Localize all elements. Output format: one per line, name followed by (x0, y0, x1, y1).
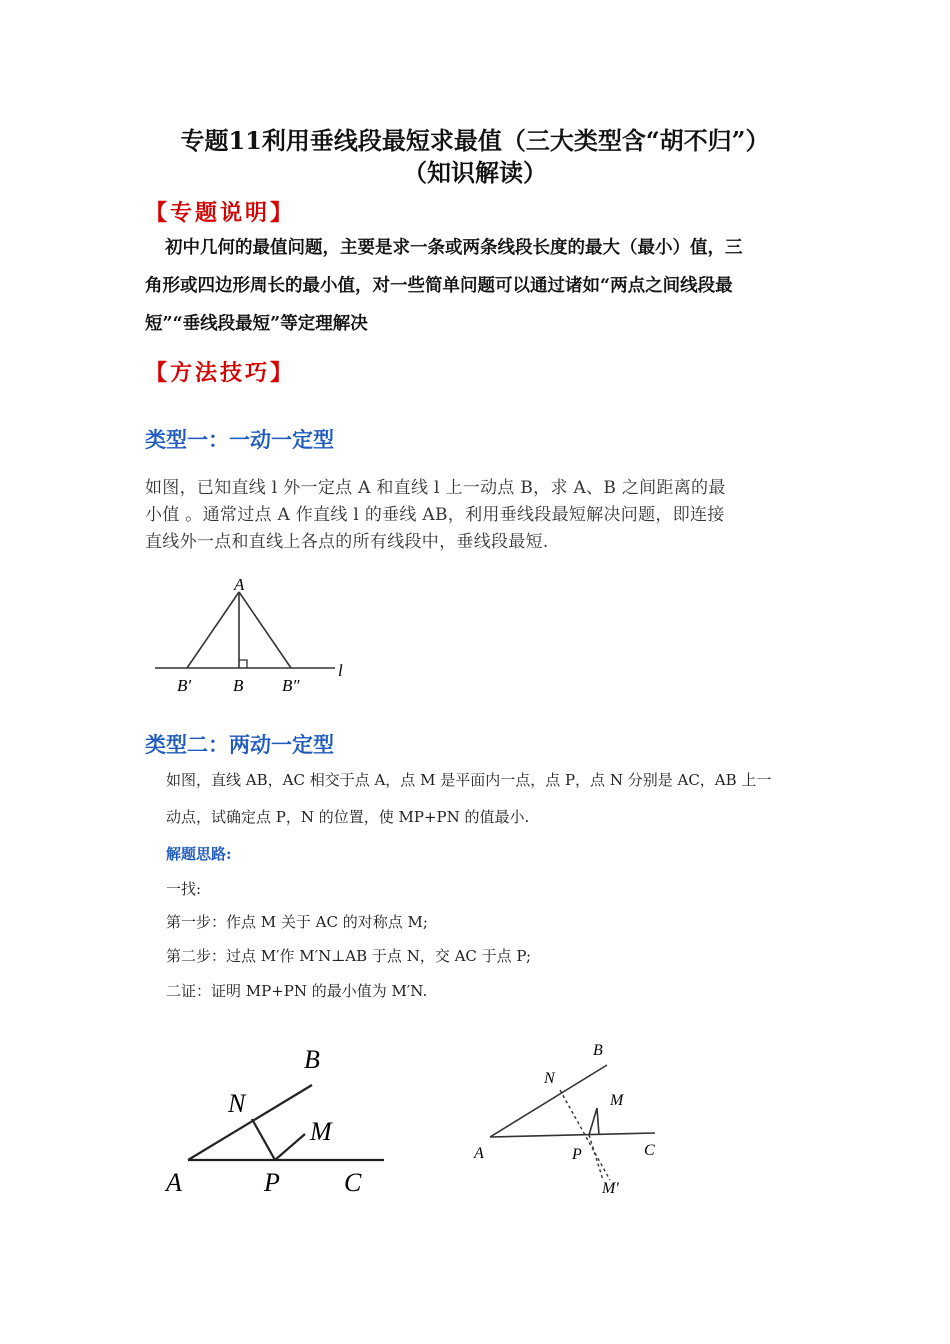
label-M: M (610, 1092, 624, 1109)
intro-line-2: 角形或四边形周长的最小值，对一些简单问题可以通过诸如“两点之间线段最 (145, 276, 733, 296)
solution-title: 解题思路: (166, 845, 232, 863)
label-A: A (166, 1168, 182, 1197)
label-M: M (310, 1117, 332, 1146)
step-find: 一找: (166, 880, 202, 898)
label-B-prime: B′ (177, 676, 192, 695)
type1-figure (145, 570, 365, 700)
label-B: B (593, 1042, 603, 1059)
section-heading-explain: 【专题说明】 (145, 200, 296, 226)
type2-line-2: 动点，试确定点 P，N 的位置，使 MP+PN 的值最小. (166, 808, 530, 826)
type1-line-2: 小值 。通常过点 A 作直线 l 的垂线 AB，利用垂线段最短解决问题，即连接 (145, 505, 725, 525)
line-AC (490, 1133, 655, 1137)
label-A: A (234, 575, 245, 594)
type2-figure-right (465, 1035, 675, 1200)
segment-AB2 (239, 592, 291, 668)
page-subtitle: （知识解读） (403, 158, 547, 187)
label-B: B (304, 1045, 320, 1074)
label-C: C (644, 1142, 655, 1159)
page-title: 专题11利用垂线段最短求最值（三大类型含“胡不归”） (180, 126, 770, 155)
type2-figure-left (160, 1040, 400, 1200)
label-B: B (233, 676, 244, 695)
label-C: C (344, 1168, 362, 1197)
step-2: 第二步：过点 M′作 M′N⊥AB 于点 N，交 AC 于点 P; (166, 947, 532, 965)
segment-AB1 (187, 592, 239, 668)
segment-PM (275, 1134, 305, 1160)
segment-MM-prime (597, 1108, 599, 1135)
intro-line-1: 初中几何的最值问题，主要是求一条或两条线段长度的最大（最小）值，三 (165, 238, 743, 258)
label-N: N (544, 1070, 555, 1087)
label-l: l (338, 661, 343, 680)
label-N: N (228, 1089, 246, 1118)
intro-line-3: 短”“垂线段最短”等定理解决 (145, 314, 368, 334)
segment-PM-prime (589, 1135, 603, 1180)
type1-heading: 类型一：一动一定型 (145, 427, 334, 452)
label-A: A (474, 1145, 484, 1162)
type2-heading: 类型二：两动一定型 (145, 732, 334, 757)
line-AB (188, 1085, 312, 1160)
type1-line-1: 如图，已知直线 l 外一定点 A 和直线 l 上一动点 B，求 A、B 之间距离的最 (145, 478, 726, 498)
segment-NP (252, 1119, 275, 1160)
label-P: P (572, 1146, 582, 1163)
step-1: 第一步：作点 M 关于 AC 的对称点 M; (166, 913, 428, 931)
step-prove: 二证：证明 MP+PN 的最小值为 M′N. (166, 982, 428, 1000)
label-M-prime: M′ (602, 1180, 619, 1197)
section-heading-method: 【方法技巧】 (145, 360, 296, 386)
type1-line-3: 直线外一点和直线上各点的所有线段中，垂线段最短. (145, 532, 549, 552)
segment-PM (589, 1108, 597, 1135)
label-B-double-prime: B″ (282, 676, 300, 695)
right-angle-mark (239, 660, 247, 668)
label-P: P (264, 1168, 280, 1197)
type2-line-1: 如图，直线 AB，AC 相交于点 A，点 M 是平面内一点，点 P，点 N 分别是 AC，AB 上一 (166, 771, 772, 789)
